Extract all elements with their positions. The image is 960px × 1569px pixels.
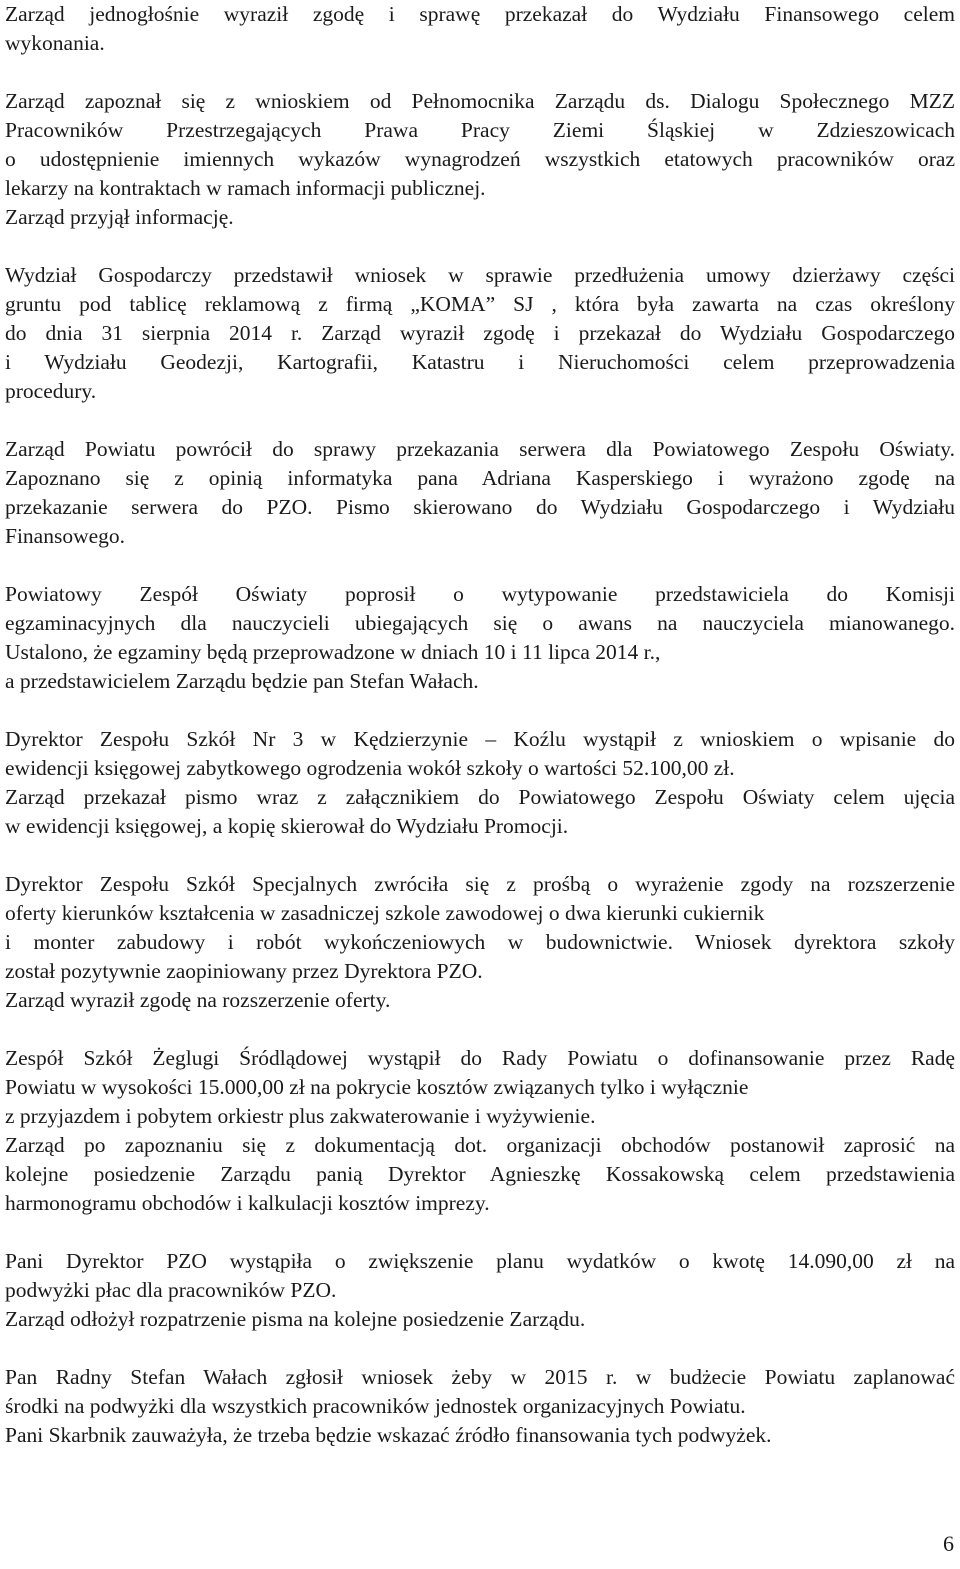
text-line: wykonania. [5,31,105,55]
text-line: Zarząd wyraził zgodę na rozszerzenie oferty. [5,988,391,1012]
text-line: przekazanie serwera do PZO. Pismo skierowano do Wydziału Gospodarczego i Wydziału [5,495,955,519]
text-line: Zespół Szkół Żeglugi Śródlądowej wystąpił do Rady Powiatu o dofinansowanie przez Radę [5,1046,955,1070]
text-line: Pan Radny Stefan Wałach zgłosił wniosek żeby w 2015 r. w budżecie Powiatu zaplanować [5,1365,955,1389]
text-line: z przyjazdem i pobytem orkiestr plus zakwaterowanie i wyżywienie. [5,1104,596,1128]
text-line: Zarząd przyjął informację. [5,205,234,229]
text-line: Zarząd Powiatu powrócił do sprawy przekazania serwera dla Powiatowego Zespołu Oświaty. [5,437,955,461]
text-line: został pozytywnie zaopiniowany przez Dyrektora PZO. [5,959,483,983]
text-line: o udostępnienie imiennych wykazów wynagrodzeń wszystkich etatowych pracowników oraz [5,147,955,171]
text-line: harmonogramu obchodów i kalkulacji kosztów imprezy. [5,1191,490,1215]
text-line: Pracowników Przestrzegających Prawa Pracy Ziemi Śląskiej w Zdzieszowicach [5,118,955,142]
text-line: lekarzy na kontraktach w ramach informacji publicznej. [5,176,486,200]
text-line: Ustalono, że egzaminy będą przeprowadzone w dniach 10 i 11 lipca 2014 r., [5,640,661,664]
text-line: Pani Skarbnik zauważyła, że trzeba będzie wskazać źródło finansowania tych podwyżek. [5,1423,772,1447]
text-line: ewidencji księgowej zabytkowego ogrodzenia wokół szkoły o wartości 52.100,00 zł. [5,756,735,780]
text-line: Finansowego. [5,524,126,548]
page-number: 6 [943,1531,954,1556]
text-line: Zarząd zapoznał się z wnioskiem od Pełnomocnika Zarządu ds. Dialogu Społecznego MZZ [5,89,955,113]
text-line: kolejne posiedzenie Zarządu panią Dyrektor Agnieszkę Kossakowską celem przedstawienia [5,1162,955,1186]
text-line: Powiatowy Zespół Oświaty poprosił o wytypowanie przedstawiciela do Komisji [5,582,955,606]
text-line: Zarząd przekazał pismo wraz z załącznikiem do Powiatowego Zespołu Oświaty celem ujęcia [5,785,955,809]
text-line: Dyrektor Zespołu Szkół Nr 3 w Kędzierzynie – Koźlu wystąpił z wnioskiem o wpisanie do [5,727,955,751]
text-line: egzaminacyjnych dla nauczycieli ubiegających się o awans na nauczyciela mianowanego. [5,611,955,635]
text-line: podwyżki płac dla pracowników PZO. [5,1278,337,1302]
text-line: Zarząd jednogłośnie wyraził zgodę i sprawę przekazał do Wydziału Finansowego celem [5,2,955,26]
text-line: procedury. [5,379,97,403]
text-line: Dyrektor Zespołu Szkół Specjalnych zwróciła się z prośbą o wyrażenie zgody na rozszerzenie [5,872,955,896]
text-line: Zarząd po zapoznaniu się z dokumentacją dot. organizacji obchodów postanowił zaprosić na [5,1133,955,1157]
text-line: Wydział Gospodarczy przedstawił wniosek w sprawie przedłużenia umowy dzierżawy części [5,263,955,287]
text-line: do dnia 31 sierpnia 2014 r. Zarząd wyraził zgodę i przekazał do Wydziału Gospodarczego [5,321,955,345]
text-line: Zarząd odłożył rozpatrzenie pisma na kolejne posiedzenie Zarządu. [5,1307,586,1331]
text-line: środki na podwyżki dla wszystkich pracowników jednostek organizacyjnych Powiatu. [5,1394,746,1418]
text-line: Zapoznano się z opinią informatyka pana Adriana Kasperskiego i wyrażono zgodę na [5,466,955,490]
text-line: i Wydziału Geodezji, Kartografii, Katastru i Nieruchomości celem przeprowadzenia [5,350,955,374]
text-line: gruntu pod tablicę reklamową z firmą „KOMA” SJ , która była zawarta na czas określony [5,292,955,316]
text-line: oferty kierunków kształcenia w zasadniczej szkole zawodowej o dwa kierunki cukiernik [5,901,765,925]
text-line: i monter zabudowy i robót wykończeniowych w budownictwie. Wniosek dyrektora szkoły [5,930,955,954]
text-line: Powiatu w wysokości 15.000,00 zł na pokrycie kosztów związanych tylko i wyłącznie [5,1075,749,1099]
text-line: Pani Dyrektor PZO wystąpiła o zwiększenie planu wydatków o kwotę 14.090,00 zł na [5,1249,955,1273]
text-line: w ewidencji księgowej, a kopię skierował do Wydziału Promocji. [5,814,569,838]
text-line: a przedstawicielem Zarządu będzie pan Stefan Wałach. [5,669,479,693]
